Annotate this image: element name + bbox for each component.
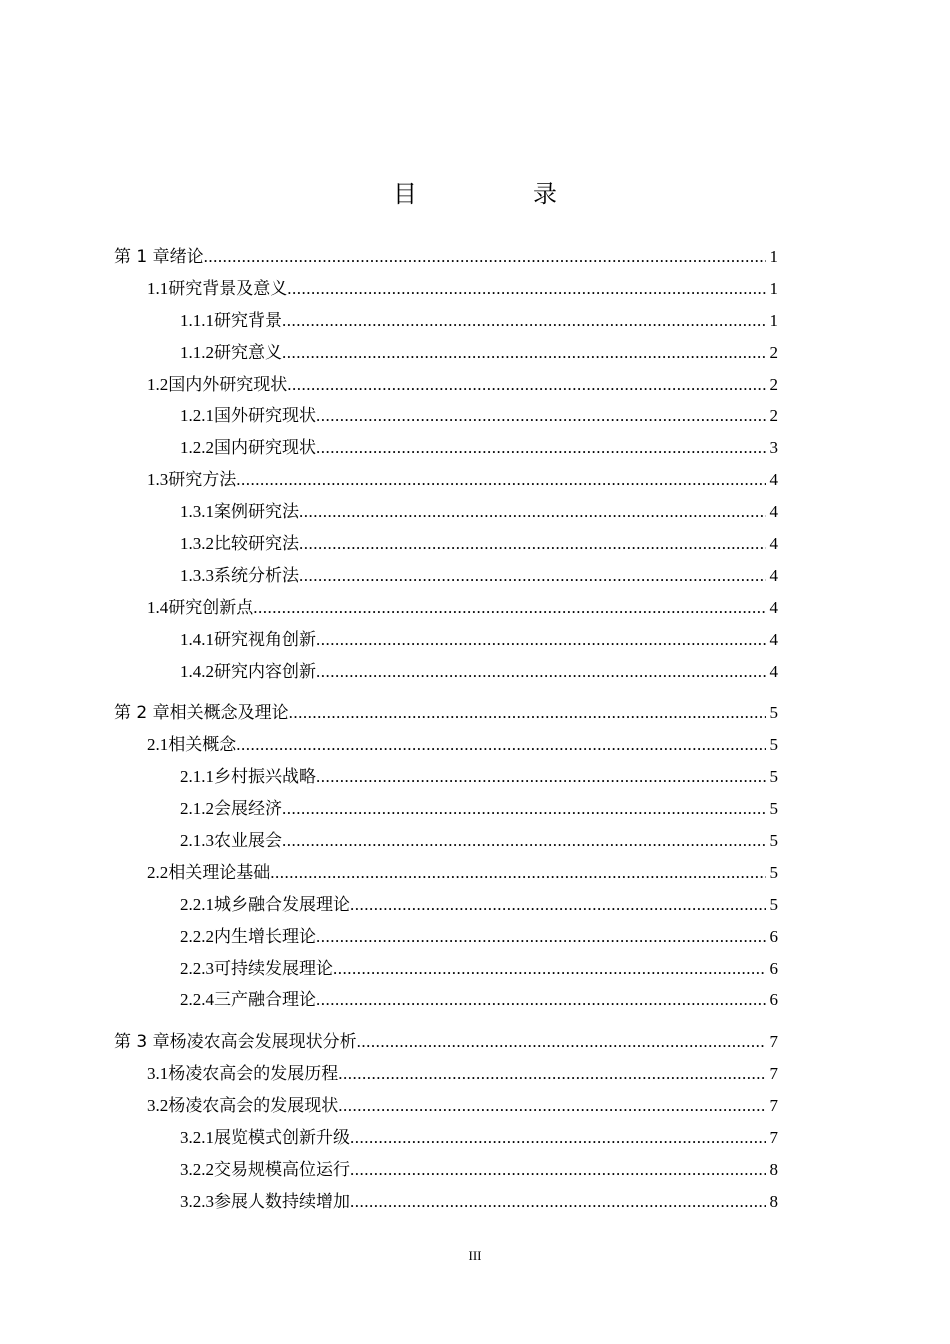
toc-subsection-entry[interactable] <box>114 338 778 370</box>
toc-subsection-entry[interactable] <box>114 762 778 794</box>
toc-entry-page: 2 <box>769 342 778 362</box>
page-number: III <box>468 1248 482 1263</box>
toc-subsection-entry[interactable] <box>114 794 778 826</box>
toc-entry-number: 1.4.2 <box>180 661 214 681</box>
toc-subsection-entry[interactable] <box>114 529 778 561</box>
dot-leader <box>316 927 766 947</box>
toc-entry-number: 1.4.1 <box>180 629 214 649</box>
toc-entry-number: 第 2 章 <box>114 703 170 724</box>
toc-entry-title: 国外研究现状 <box>214 406 316 426</box>
toc-section-entry[interactable] <box>114 593 778 625</box>
toc-entry-page: 1 <box>769 278 778 298</box>
toc-entry-title: 研究创新点 <box>168 597 254 617</box>
toc-entry-title: 杨凌农高会的发展现状 <box>168 1096 339 1116</box>
toc-entry-page: 4 <box>769 661 778 681</box>
toc-entry-page: 6 <box>769 958 778 978</box>
dot-leader <box>287 375 766 395</box>
toc-entry-title: 杨凌农高会发展现状分析 <box>169 1032 357 1053</box>
toc-entry-page: 2 <box>769 374 778 394</box>
toc-entry-page: 5 <box>769 894 778 914</box>
toc-entry-number: 1.3.1 <box>180 502 214 522</box>
toc-entry-number: 2.2.2 <box>180 926 214 946</box>
toc-subsection-entry[interactable] <box>114 954 778 986</box>
toc-chapter-entry[interactable] <box>114 1027 778 1059</box>
toc-entry-page: 2 <box>769 406 778 426</box>
toc-entry-title: 比较研究法 <box>214 534 299 554</box>
toc-entry-title: 城乡融合发展理论 <box>214 894 350 914</box>
dot-leader <box>316 990 766 1010</box>
toc-section-entry[interactable] <box>114 465 778 497</box>
dot-leader <box>253 598 766 618</box>
toc-entry-title: 交易规模高位运行 <box>214 1159 350 1179</box>
toc-subsection-entry[interactable] <box>114 401 778 433</box>
toc-entry-number: 2.2.1 <box>180 894 214 914</box>
toc-entry-number: 1.2.1 <box>180 406 214 426</box>
toc-entry-title: 相关概念 <box>168 735 237 755</box>
toc-subsection-entry[interactable] <box>114 657 778 689</box>
toc-entry-page: 5 <box>769 735 778 755</box>
toc-entry-number: 2.2 <box>147 862 169 882</box>
toc-entry-page: 7 <box>769 1096 778 1116</box>
dot-leader <box>316 438 766 458</box>
toc-subsection-entry[interactable] <box>114 497 778 529</box>
dot-leader <box>350 895 766 915</box>
toc-entry-title: 系统分析法 <box>214 565 299 585</box>
toc-entry-page: 6 <box>769 990 778 1010</box>
toc-entry-number: 第 3 章 <box>114 1032 170 1053</box>
toc-entry-page: 4 <box>769 470 778 490</box>
toc-entry-page: 5 <box>769 799 778 819</box>
toc-subsection-entry[interactable] <box>114 433 778 465</box>
toc-entry-title: 三产融合理论 <box>214 990 316 1010</box>
dot-leader <box>338 1096 766 1116</box>
toc-entry-page: 4 <box>769 502 778 522</box>
dot-leader <box>282 311 766 331</box>
toc-entry-title: 案例研究法 <box>214 502 299 522</box>
toc-subsection-entry[interactable] <box>114 625 778 657</box>
dot-leader <box>282 343 766 363</box>
toc-section-entry[interactable] <box>114 1059 778 1091</box>
dot-leader <box>333 959 766 979</box>
toc-entry-page: 5 <box>769 703 778 723</box>
toc-entry-page: 4 <box>769 534 778 554</box>
toc-entry-page: 7 <box>769 1064 778 1084</box>
toc-entry-number: 3.2.2 <box>180 1159 214 1179</box>
toc-entry-number: 2.2.3 <box>180 958 214 978</box>
toc-chapter-entry[interactable] <box>114 698 778 730</box>
toc-entry-number: 1.1.2 <box>180 342 214 362</box>
toc-subsection-entry[interactable] <box>114 922 778 954</box>
dot-leader <box>357 1032 766 1052</box>
dot-leader <box>350 1160 766 1180</box>
toc-section-entry[interactable] <box>114 730 778 762</box>
toc-entry-page: 1 <box>769 310 778 330</box>
toc-entry-page: 5 <box>769 831 778 851</box>
dot-leader <box>299 502 766 522</box>
dot-leader <box>289 703 766 723</box>
toc-entry-number: 1.1.1 <box>180 310 214 330</box>
toc-entry-title: 研究意义 <box>214 342 282 362</box>
toc-section-entry[interactable] <box>114 1091 778 1123</box>
toc-entry-number: 1.3 <box>147 470 169 490</box>
dot-leader <box>287 279 766 299</box>
toc-entry-number: 1.3.3 <box>180 565 214 585</box>
toc-subsection-entry[interactable] <box>114 985 778 1017</box>
toc-subsection-entry[interactable] <box>114 890 778 922</box>
toc-entry-number: 1.2.2 <box>180 438 214 458</box>
toc-entry-number: 3.2 <box>147 1096 169 1116</box>
dot-leader <box>299 534 766 554</box>
toc-entry-title: 绪论 <box>169 247 204 267</box>
toc-subsection-entry[interactable] <box>114 561 778 593</box>
toc-entry-title: 可持续发展理论 <box>214 958 333 978</box>
toc-entry-title: 相关概念及理论 <box>169 703 289 724</box>
dot-leader <box>316 767 766 787</box>
toc-entry-title: 研究视角创新 <box>214 629 316 649</box>
toc-entry-number: 3.2.1 <box>180 1128 214 1148</box>
toc-entry-title: 研究内容创新 <box>214 661 316 681</box>
toc-entry-number: 2.1.2 <box>180 799 214 819</box>
toc-subsection-entry[interactable] <box>114 306 778 338</box>
toc-entry-title: 农业展会 <box>214 831 282 851</box>
toc-subsection-entry[interactable] <box>114 1155 778 1187</box>
dot-leader <box>299 566 766 586</box>
toc-section-entry[interactable] <box>114 274 778 306</box>
toc-subsection-entry[interactable] <box>114 826 778 858</box>
toc-chapter-entry[interactable] <box>114 242 778 274</box>
toc-entry-title: 参展人数持续增加 <box>214 1191 350 1211</box>
toc-entry-page: 8 <box>769 1191 778 1211</box>
dot-leader <box>316 406 766 426</box>
toc-entry-page: 5 <box>769 862 778 882</box>
toc-section-entry[interactable] <box>114 858 778 890</box>
toc-entry-number: 3.2.3 <box>180 1191 214 1211</box>
dot-leader <box>338 1064 766 1084</box>
toc-entry-page: 4 <box>769 565 778 585</box>
dot-leader <box>350 1128 766 1148</box>
toc-entry-title: 会展经济 <box>214 799 282 819</box>
dot-leader <box>316 662 766 682</box>
toc-subsection-entry[interactable] <box>114 1123 778 1155</box>
toc-entry-title: 研究背景 <box>214 310 282 330</box>
dot-leader <box>236 470 766 490</box>
toc-entry-page: 4 <box>769 629 778 649</box>
toc-section-entry[interactable] <box>114 370 778 402</box>
toc-title: 目 录 <box>393 180 603 208</box>
toc-entry-page: 4 <box>769 597 778 617</box>
toc-entry-number: 2.1 <box>147 735 169 755</box>
toc-entry-page: 6 <box>769 926 778 946</box>
dot-leader <box>270 863 766 883</box>
toc-entry-title: 内生增长理论 <box>214 926 316 946</box>
toc-entry-page: 1 <box>769 247 778 266</box>
toc-entry-title: 国内研究现状 <box>214 438 316 458</box>
toc-entry-title: 研究背景及意义 <box>168 278 288 298</box>
toc-entry-page: 7 <box>769 1032 778 1052</box>
table-of-contents <box>114 242 778 1219</box>
toc-entry-number: 3.1 <box>147 1064 169 1084</box>
dot-leader <box>204 247 766 267</box>
toc-entry-page: 8 <box>769 1159 778 1179</box>
toc-entry-title: 研究方法 <box>168 470 237 490</box>
toc-entry-number: 2.2.4 <box>180 990 214 1010</box>
dot-leader <box>350 1192 766 1212</box>
toc-entry-number: 1.4 <box>147 597 169 617</box>
toc-entry-title: 国内外研究现状 <box>168 374 288 394</box>
toc-entry-number: 1.3.2 <box>180 534 214 554</box>
dot-leader <box>236 735 766 755</box>
toc-entry-title: 乡村振兴战略 <box>214 767 316 787</box>
toc-entry-number: 1.2 <box>147 374 169 394</box>
dot-leader <box>282 799 766 819</box>
dot-leader <box>282 831 766 851</box>
toc-entry-number: 2.1.1 <box>180 767 214 787</box>
toc-entry-page: 7 <box>769 1128 778 1148</box>
toc-entry-number: 2.1.3 <box>180 831 214 851</box>
toc-entry-page: 3 <box>769 438 778 458</box>
toc-subsection-entry[interactable] <box>114 1187 778 1219</box>
toc-entry-page: 5 <box>769 767 778 787</box>
toc-entry-number: 第 1 章 <box>114 247 170 267</box>
toc-entry-number: 1.1 <box>147 278 169 298</box>
toc-entry-title: 展览模式创新升级 <box>214 1128 350 1148</box>
toc-entry-title: 相关理论基础 <box>168 862 271 882</box>
toc-entry-title: 杨凌农高会的发展历程 <box>168 1064 339 1084</box>
dot-leader <box>316 630 766 650</box>
